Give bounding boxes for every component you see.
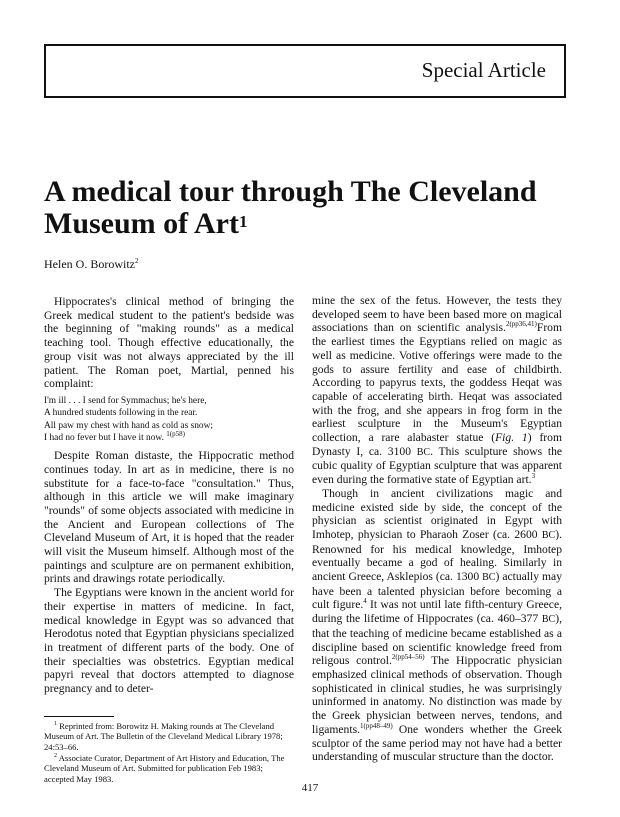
era-label: BC xyxy=(541,614,556,626)
footnote-1 xyxy=(44,721,294,753)
citation: 2(pp36,41) xyxy=(505,320,537,329)
martial-quote xyxy=(44,395,294,444)
figure-reference[interactable]: Fig. 1 xyxy=(495,431,528,445)
title-text: A medical tour through The Cleveland Museum of Art xyxy=(44,175,537,240)
citation: 3 xyxy=(531,472,536,481)
footnote-2 xyxy=(44,753,294,785)
era-label: BC xyxy=(482,572,496,584)
poem-line-text: I had no fever but I have it now. xyxy=(44,432,164,443)
text-run: One wonders whether the Greek sculptor of the same period may not have had a better understanding of muscular structure than the doctor. xyxy=(312,722,562,764)
text-run: Though in ancient civilizations magic and medicine existed side by side, the concept of the physician as scientist originated in Egypt with Imhotep, physician to Pharaoh Zoser (ca. 2600 xyxy=(312,486,562,541)
footnote-1-marker: 1 xyxy=(54,720,57,727)
poem-line: A hundred students following in the rear. xyxy=(44,408,198,419)
text-run: From the earliest times the Egyptians relied on magic as well as medicine. Votive offerings were made to the gods to assure fertility and ease of childbirth. According to papyrus texts, the goddess Heqat was capable of accelerating birth. Heqat was associated with the frog, and she appears in frog form in the earliest sculpture in the Museum's Egyptian collection, a rare alabaster statue ( xyxy=(312,321,562,445)
paragraph-egyptians: The Egyptians were known in the ancient world for their expertise in matters of medicine. In fact, medical knowledge in Egypt was so advanced that Herodotus noted that Egyptian physicians specialized in treatment of different parts of the body. One of their specialties was obstetrics. Egyptian medical papyri reveal that doctors attempted to diagnose pregnancy and to deter- xyxy=(44,586,294,696)
paragraph-heqat xyxy=(312,294,562,487)
citation: 2(pp54–56) xyxy=(391,653,425,662)
text-run: mine the sex of the fetus. However, the tests they developed seem to have been based more on magical associations than on scientific analysis. xyxy=(312,294,562,335)
text-run: ). Renowned for his medical knowledge, Imhotep eventually became a god of healing. Similarly in ancient Greece, Asklepios (ca. 1300 xyxy=(312,527,562,584)
paragraph-rounds: Despite Roman distaste, the Hippocratic method continues today. In art as in medicine, there is no substitute for a face-to-face "consultation." Thus, although in this article we will make imaginary "rounds" of some objects associated with medicine in the Ancient and European collections of The Cleveland Museum of Art, it is hoped that the reader will visit the Museum himself. Although most of the paintings and sculpture are on permanent exhibition, prints and drawings rotate periodically. xyxy=(44,449,294,586)
citation: 4 xyxy=(363,597,367,606)
paragraph-imhotep xyxy=(312,487,562,764)
text-run: ) from Dynasty I, ca. 3100 xyxy=(312,431,562,458)
left-column xyxy=(44,295,294,784)
citation: 1(pp48–49) xyxy=(359,721,393,730)
author-footnote-marker: 2 xyxy=(134,257,139,265)
paragraph-intro: Hippocrates's clinical method of bringing the Greek medical student to the patient's bedside was the beginning of "making rounds" as a medical teaching tool. Though effective educationally, the group visit was not always appreciated by the ill patient. The Roman poet, Martial, penned his complaint: xyxy=(44,295,294,391)
poem-citation: 1(p58) xyxy=(166,429,185,438)
text-run: ) actually may have been a talented physician before becoming a cult figure. xyxy=(312,570,562,612)
footnote-divider xyxy=(44,716,114,717)
footnote-2-text: Associate Curator, Department of Art History and Education, The Cleveland Museum of Art. Submitted for publication Feb 1983; accepted May 1983. xyxy=(44,752,285,784)
section-label: Special Article xyxy=(421,58,546,82)
right-column xyxy=(312,294,562,764)
era-label: BC xyxy=(416,446,431,458)
footnote-1-text: Reprinted from: Borowitz H. Making rounds at The Cleveland Museum of Art. The Bulletin of the Cleveland Medical Library 1978; 24:53–66. xyxy=(44,720,283,752)
text-run: . This sculpture shows the cubic quality of Egyptian sculpture that was apparent even during the formative state of Egyptian art. xyxy=(312,444,563,487)
article-title xyxy=(44,176,584,240)
text-run: The Hippocratic physician emphasized clinical methods of observation. Though sophisticated in clinical studies, he was surprisingly uninformed in anatomy. No distinction was made by the Greek physician between nerves, tendons, and ligaments. xyxy=(312,654,562,736)
poem-line: All paw my chest with hand as cold as snow; xyxy=(44,420,213,431)
era-label: BC xyxy=(541,529,556,541)
author-name: Helen O. Borowitz xyxy=(44,257,135,271)
title-footnote-marker: 1 xyxy=(238,212,248,231)
text-run: It was not until late fifth-century Greece, during the lifetime of Hippocrates (ca. 460–377 xyxy=(312,598,562,626)
poem-line: I'm ill . . . I send for Symmachus; he's here, xyxy=(44,395,207,406)
poem-line-last xyxy=(44,429,294,444)
section-banner xyxy=(44,44,566,98)
author-line xyxy=(44,257,138,272)
footnote-2-marker: 2 xyxy=(54,752,57,759)
page-number: 417 xyxy=(301,782,319,794)
text-run: ), that the teaching of medicine became established as a discipline based on scientific knowledge freed from religous control. xyxy=(312,612,562,668)
